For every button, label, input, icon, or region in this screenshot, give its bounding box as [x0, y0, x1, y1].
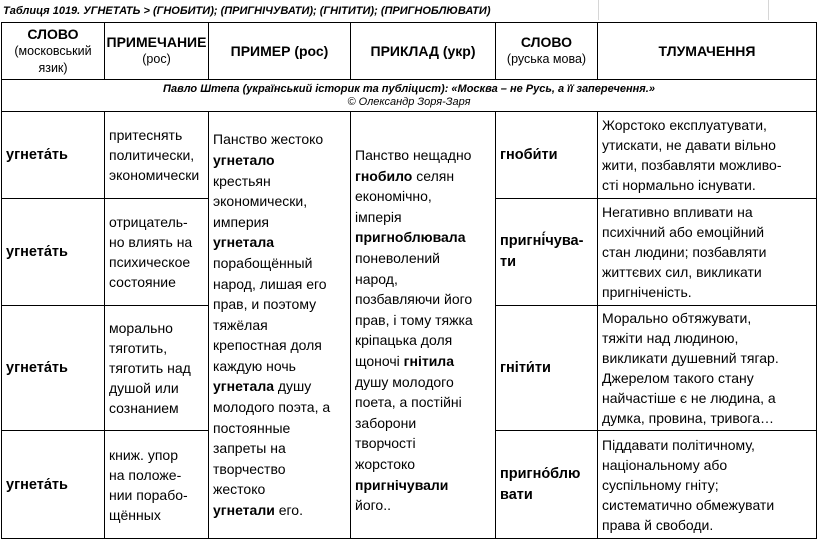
word-ru-cell: угнета́ть	[2, 306, 105, 431]
text-line: политически,	[109, 147, 195, 163]
note-cell	[105, 199, 209, 306]
text-line: тяготить,	[109, 340, 168, 356]
text-line: щённых	[109, 506, 161, 523]
text-line	[213, 500, 350, 521]
text-line: творчество	[213, 460, 286, 477]
header-pryklad	[351, 23, 496, 80]
text-line: селян	[412, 167, 455, 184]
text-line: состояние	[109, 274, 176, 290]
note-cell	[105, 431, 209, 539]
text-line: душу	[274, 378, 312, 395]
sheet-gridline	[598, 0, 599, 20]
text-line: психическое	[109, 254, 191, 270]
note-cell	[105, 112, 209, 199]
text-line: Джерелом такого стану	[602, 370, 754, 386]
text-line: (рос)	[142, 52, 171, 66]
text-line: пригнічували	[355, 476, 449, 493]
text-line: его.	[274, 502, 303, 519]
word-ua-cell	[496, 431, 598, 539]
text-line: економічно,	[355, 188, 432, 205]
source-quote: Павло Штепа (український історик та публіцист): «Москва – не Русь, а її заперечення.»	[163, 82, 655, 95]
text-line: угнетала	[213, 234, 274, 251]
text-line: жестоко	[213, 481, 266, 498]
text-line: вати	[500, 486, 533, 503]
text-line: пригно́блю	[500, 465, 581, 482]
text-line: (московський язик)	[14, 43, 92, 75]
text-line: утискати, не давати вільно	[602, 137, 776, 153]
text-line	[213, 376, 350, 397]
text-line: тяжіти над людиною,	[602, 330, 739, 346]
text-line: щоночі	[355, 352, 404, 369]
text-line: думка, провина, тривога…	[602, 410, 775, 426]
word-ru-cell: угнета́ть	[2, 112, 105, 199]
example-ua-cell	[351, 112, 496, 539]
text-line: постоянные	[213, 419, 291, 436]
text-line: ПРИМЕР (рос)	[230, 42, 329, 59]
text-line: запреты на	[213, 440, 286, 457]
text-line: прав, и поэтому	[213, 296, 317, 313]
text-line: душу молодого	[355, 373, 454, 390]
word-ru-cell: угнета́ть	[2, 199, 105, 306]
text-line: гнітила	[403, 352, 454, 369]
text-line: систематично обмежувати	[602, 496, 775, 513]
text-line: життєвих сил, викликати	[602, 264, 762, 280]
text-line: каждую ночь	[213, 357, 296, 374]
word-ua-cell: гноби́ти	[496, 112, 598, 199]
text-line: Панство жестоко	[213, 131, 324, 148]
text-line: книж. упор	[109, 446, 178, 463]
text-line: психічний або емоційний	[602, 224, 765, 240]
text-line: національному або	[602, 456, 728, 473]
table-caption: Таблиця 1019. УГНЕТАТЬ > (ГНОБИТИ); (ПРИГНІЧУВАТИ); (ГНІТИТИ); (ПРИГНОБЛЮВАТИ)	[3, 5, 491, 17]
text-line: СЛОВО	[27, 25, 79, 42]
text-line: жити, позбавляти можливо-	[602, 157, 782, 173]
text-line: Морально обтяжувати,	[602, 310, 752, 326]
text-line	[355, 351, 495, 372]
text-line: суспільному гніту;	[602, 476, 719, 493]
text-line: кріпацька доля	[355, 332, 453, 349]
text-line: викликати душевний тягар.	[602, 350, 779, 366]
text-line	[355, 166, 495, 187]
text-line: угнетали	[213, 502, 275, 519]
text-line: (руська мова)	[506, 52, 587, 66]
text-line: СЛОВО	[520, 34, 573, 50]
source-row	[2, 80, 817, 112]
text-line: душой или	[109, 380, 179, 396]
text-line: поневолений	[355, 249, 440, 266]
meaning-cell	[598, 431, 817, 539]
text-line: угнетала	[213, 378, 274, 395]
text-line: но влиять на	[109, 234, 193, 250]
text-line: крепостная доля	[213, 337, 322, 354]
text-line: империя	[213, 213, 269, 230]
text-line: найчастіше є не людина, а	[602, 390, 776, 406]
text-line: ТЛУМАЧЕННЯ	[658, 42, 756, 59]
text-line: на положе-	[109, 466, 182, 483]
text-line: Піддавати політичному,	[602, 436, 755, 453]
text-line: Панство нещадно	[355, 147, 472, 163]
note-cell	[105, 306, 209, 431]
header-primer	[209, 23, 351, 80]
text-line: народ, лишая его	[213, 275, 327, 292]
text-line: імперія	[355, 208, 402, 225]
header-slovo-ua	[496, 23, 598, 80]
text-line: ПРИМЕЧАНИЕ	[106, 34, 207, 50]
meaning-cell	[598, 306, 817, 431]
text-line: отрицатель-	[109, 214, 188, 230]
text-line: пригні́чува-	[500, 233, 584, 249]
text-line: сті нормально існувати.	[602, 177, 756, 193]
table-row	[2, 112, 817, 199]
word-ua-cell	[496, 199, 598, 306]
text-line: порабощённый	[213, 254, 313, 271]
text-line: крестьян	[213, 172, 271, 189]
text-line: заборони	[355, 414, 417, 431]
text-line: Жорстоко експлуатувати,	[602, 117, 767, 133]
text-line: экономически,	[213, 193, 308, 210]
header-slovo-ru	[2, 23, 105, 80]
source-copyright: © Олександр Зоря-Заря	[347, 95, 471, 108]
text-line: стан людини; позбавляти	[602, 244, 767, 260]
word-ua-cell: гніти́ти	[496, 306, 598, 431]
text-line: нии порабо-	[109, 486, 188, 503]
text-line: творчості	[355, 435, 416, 452]
text-line: права й свободи.	[602, 516, 714, 533]
text-line: сознанием	[109, 400, 179, 416]
meaning-cell	[598, 112, 817, 199]
text-line: пригніченість.	[602, 284, 692, 300]
header-tlumachennia	[598, 23, 817, 80]
text-line: Негативно впливати на	[602, 204, 753, 220]
text-line: жорстоко	[355, 455, 416, 472]
text-line: позбавляючи його	[355, 291, 473, 308]
text-line: ПРИКЛАД (укр)	[370, 42, 476, 59]
sheet-gridline	[768, 0, 769, 20]
text-line: народ,	[355, 270, 398, 287]
header-primechanie	[105, 23, 209, 80]
text-line: пригноблювала	[355, 229, 466, 246]
text-line: тяготить над	[109, 360, 191, 376]
header-row	[2, 23, 817, 80]
text-line: молодого поэта, а	[213, 399, 331, 416]
example-ru-cell	[209, 112, 351, 539]
text-line: притеснять	[109, 127, 183, 143]
text-line: його..	[355, 497, 391, 514]
meaning-cell	[598, 199, 817, 306]
text-line: экономически	[109, 167, 200, 183]
text-line: угнетало	[213, 151, 275, 168]
text-line: прав, і тому тяжка	[355, 311, 473, 328]
source-cell	[2, 80, 817, 112]
text-line: гнобило	[355, 167, 413, 184]
word-ru-cell: угнета́ть	[2, 431, 105, 539]
text-line: морально	[109, 320, 173, 336]
text-line: тяжёлая	[213, 316, 268, 333]
translation-table	[1, 22, 817, 539]
text-line: поета, а постійні	[355, 394, 462, 411]
text-line: ти	[500, 254, 517, 270]
